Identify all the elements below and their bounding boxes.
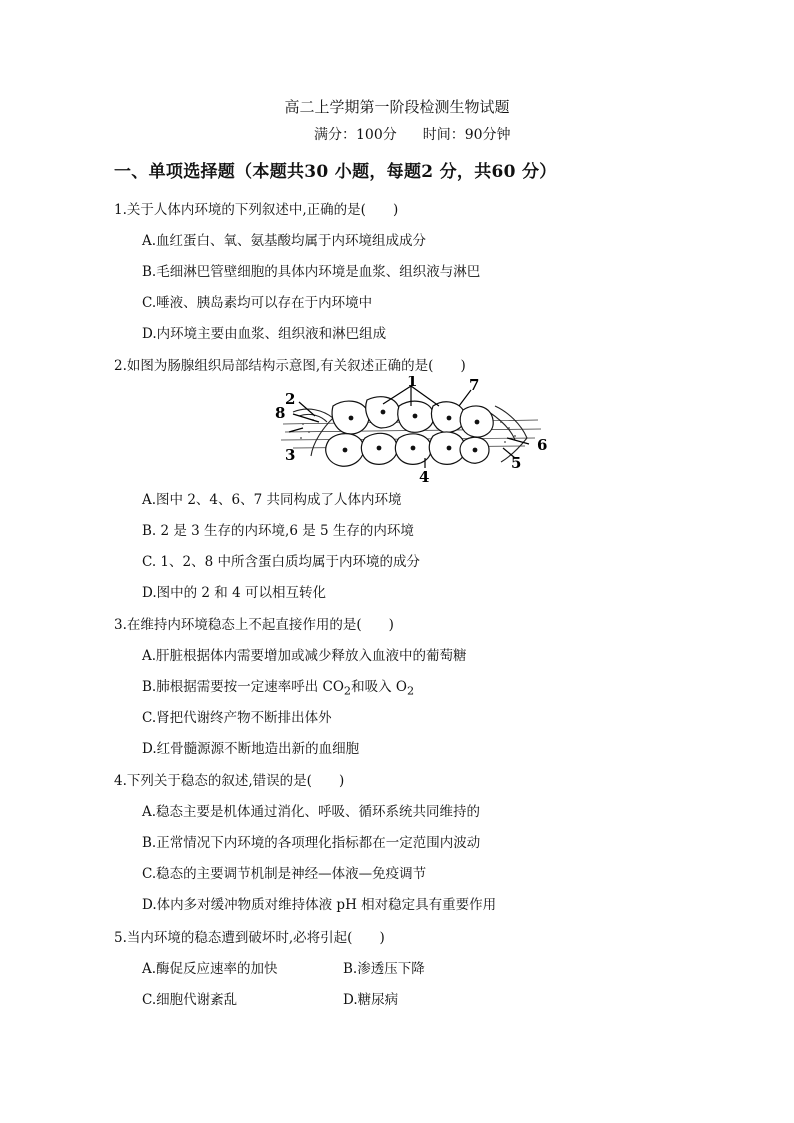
question-3-option-d: D.红骨髓源源不断地造出新的血细胞 [142,741,360,757]
question-2-stem: 2.如图为肠腺组织局部结构示意图,有关叙述正确的是( ) [114,358,466,374]
question-2-option-d: D.图中的 2 和 4 可以相互转化 [142,585,326,601]
page-title: 高二上学期第一阶段检测生物试题 [284,98,510,116]
question-5-option-b: B.渗透压下降 [343,961,425,977]
diagram-label-1: 1 [407,376,418,390]
question-1-option-d: D.内环境主要由血浆、组织液和淋巴组成 [142,326,387,342]
question-3-option-c: C.肾把代谢终产物不断排出体外 [142,710,332,726]
question-1-option-a: A.血红蛋白、氧、氨基酸均属于内环境组成成分 [142,233,427,249]
question-5-option-c: C.细胞代谢紊乱 [142,992,238,1008]
diagram-label-2: 2 [285,390,296,408]
o2-subscript: 2 [406,684,415,698]
question-3-option-a: A.肝脏根据体内需要增加或减少释放入血液中的葡萄糖 [142,648,467,664]
co2-subscript: 2 [343,684,352,698]
question-2-option-b: B. 2 是 3 生存的内环境,6 是 5 生存的内环境 [142,523,414,539]
question-4-option-b: B.正常情况下内环境的各项理化指标都在一定范围内波动 [142,835,481,851]
section-heading: 一、单项选择题（本题共30 小题，每题2 分，共60 分） [114,162,557,182]
intestinal-gland-tissue-diagram [263,376,553,484]
question-5-stem: 5.当内环境的稳态遭到破坏时,必将引起( ) [114,930,385,946]
option-b-text-part2: 和吸入 O [351,679,407,695]
question-4-option-d: D.体内多对缓冲物质对维持体液 pH 相对稳定具有重要作用 [142,897,497,913]
question-1-option-b: B.毛细淋巴管壁细胞的具体内环境是血浆、组织液与淋巴 [142,264,481,280]
question-2-option-a: A.图中 2、4、6、7 共同构成了人体内环境 [142,492,402,508]
diagram-label-6: 6 [537,436,548,454]
question-4-stem: 4.下列关于稳态的叙述,错误的是( ) [114,773,345,789]
question-4-option-a: A.稳态主要是机体通过消化、呼吸、循环系统共同维持的 [142,804,481,820]
exam-info [314,124,511,144]
question-1-option-c: C.唾液、胰岛素均可以存在于内环境中 [142,295,373,311]
full-score: 满分：100分 [314,127,397,143]
question-5-option-d: D.糖尿病 [343,992,399,1008]
diagram-label-8: 8 [275,404,286,422]
diagram-label-7: 7 [469,376,480,394]
question-5-option-a: A.酶促反应速率的加快 [142,961,278,977]
question-4-option-c: C.稳态的主要调节机制是神经—体液—免疫调节 [142,866,427,882]
diagram-label-4: 4 [419,468,430,484]
question-3-option-b [142,675,414,698]
diagram-label-5: 5 [511,454,522,472]
option-b-text-part1: B.肺根据需要按一定速率呼出 CO [142,679,344,695]
question-1-stem: 1.关于人体内环境的下列叙述中,正确的是( ) [114,202,399,218]
question-3-stem: 3.在维持内环境稳态上不起直接作用的是( ) [114,617,394,633]
question-2-option-c: C. 1、2、8 中所含蛋白质均属于内环境的成分 [142,554,420,570]
exam-time: 时间：90分钟 [422,127,511,143]
diagram-label-3: 3 [285,446,296,464]
